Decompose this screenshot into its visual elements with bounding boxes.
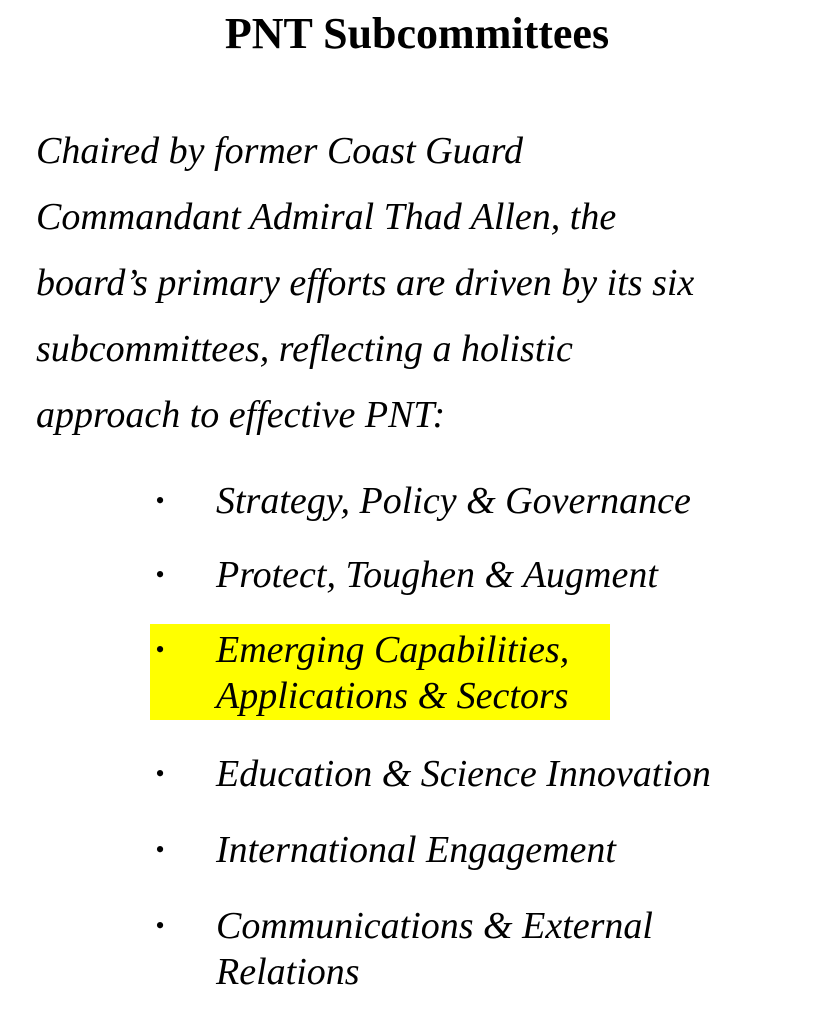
intro-line: subcommittees, reflecting a holistic xyxy=(36,328,573,370)
intro-line: board’s primary efforts are driven by its six xyxy=(36,262,695,304)
list-item-label xyxy=(216,552,816,598)
page-title: PNT Subcommittees xyxy=(224,9,610,58)
bullet-icon: • xyxy=(155,911,165,940)
intro-line: Chaired by former Coast Guard xyxy=(36,130,523,172)
intro-line: Commandant Admiral Thad Allen, the xyxy=(36,196,617,238)
list-item-line: Protect, Toughen & Augment xyxy=(216,554,658,596)
list-item-label xyxy=(216,903,816,995)
list-item-line: Strategy, Policy & Governance xyxy=(216,480,691,522)
intro-line: approach to effective PNT: xyxy=(36,394,446,436)
bullet-icon: • xyxy=(155,486,165,515)
list-item-line: Emerging Capabilities, xyxy=(216,629,570,671)
list-item-line: Relations xyxy=(216,951,360,993)
bullet-icon: • xyxy=(155,759,165,788)
list-item-line: Applications & Sectors xyxy=(216,675,569,717)
bullet-icon: • xyxy=(155,835,165,864)
list-item-label xyxy=(216,827,816,873)
list-item-line: Communications & External xyxy=(216,905,653,947)
list-item-line: Education & Science Innovation xyxy=(216,753,711,795)
list-item-line: International Engagement xyxy=(216,829,616,871)
bullet-icon: • xyxy=(155,635,165,664)
list-item-label xyxy=(216,627,816,719)
bullet-icon: • xyxy=(155,560,165,589)
list-item-label xyxy=(216,478,816,524)
list-item-label xyxy=(216,751,816,797)
